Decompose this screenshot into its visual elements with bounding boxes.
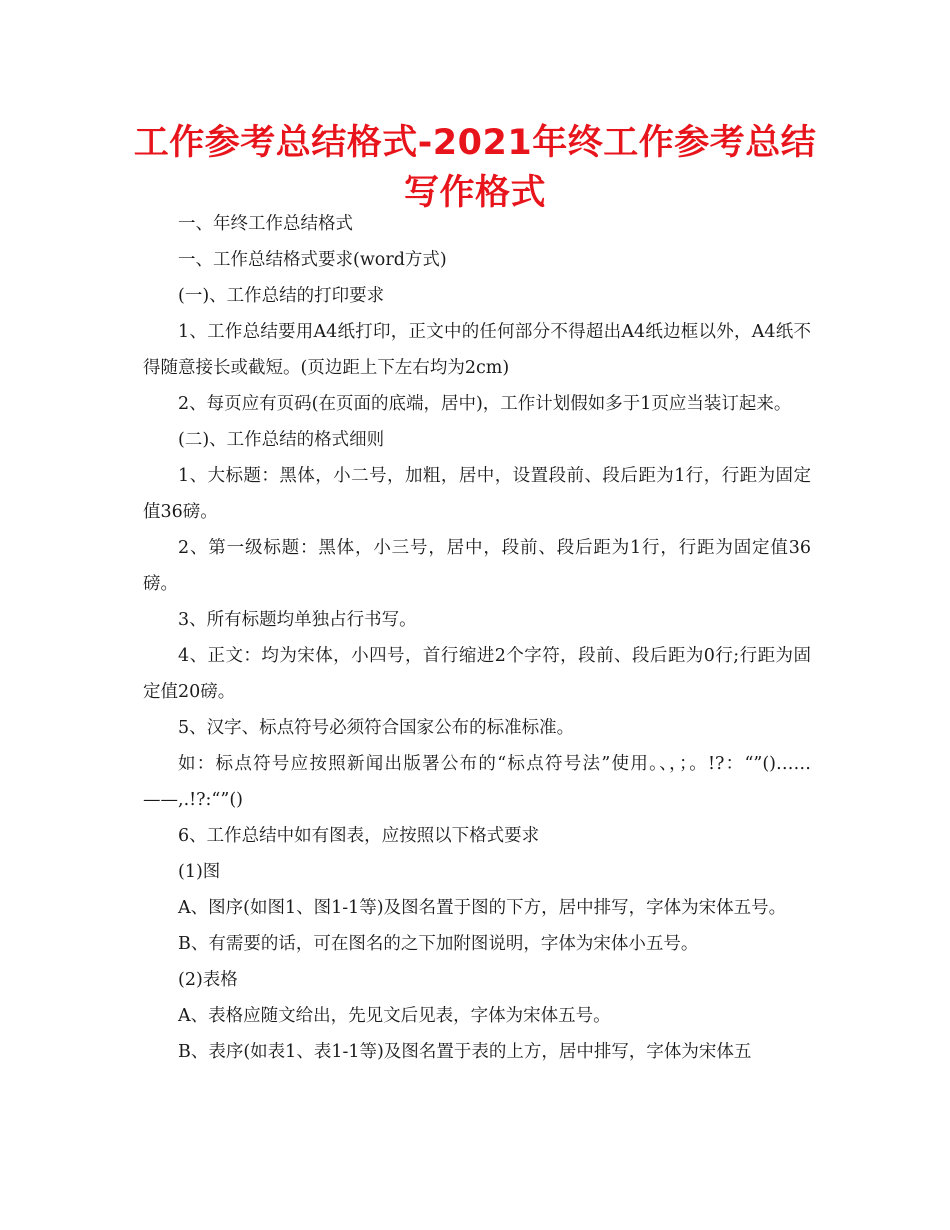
paragraph: B、表序(如表1、表1-1等)及图名置于表的上方，居中排写，字体为宋体五: [178, 1042, 752, 1062]
paragraph: 5、汉字、标点符号必须符合国家公布的标准标准。: [178, 718, 575, 738]
paragraph: (1)图: [178, 862, 221, 882]
paragraph: A、图序(如图1、图1-1等)及图名置于图的下方，居中排写，字体为宋体五号。: [178, 898, 787, 918]
paragraph: 一、年终工作总结格式: [178, 214, 353, 234]
paragraph: A、表格应随文给出，先见文后见表，字体为宋体五号。: [178, 1006, 611, 1026]
paragraph: 1、工作总结要用A4纸打印，正文中的任何部分不得超出A4纸边框以外，A4纸不得随意接长或截短。(页边距上下左右均为2cm): [143, 322, 811, 378]
paragraph: 3、所有标题均单独占行书写。: [178, 610, 417, 630]
paragraph: (2)表格: [178, 970, 238, 990]
paragraph: 6、工作总结中如有图表，应按照以下格式要求: [178, 826, 540, 846]
document-title: 工作参考总结格式-2021年终工作参考总结写作格式: [133, 123, 817, 213]
paragraph: 2、每页应有页码(在页面的底端，居中)，工作计划假如多于1页应当装订起来。: [178, 394, 792, 414]
document-body: [143, 206, 811, 1070]
paragraph: 1、大标题：黑体，小二号，加粗，居中，设置段前、段后距为1行，行距为固定值36磅。: [143, 466, 811, 522]
paragraph: 4、正文：均为宋体，小四号，首行缩进2个字符，段前、段后距为0行;行距为固定值20磅。: [143, 646, 811, 702]
paragraph: 如：标点符号应按照新闻出版署公布的“标点符号法”使用。、，；。!?：“”()……——,.!?:“”(): [143, 754, 811, 810]
paragraph: B、有需要的话，可在图名的之下加附图说明，字体为宋体小五号。: [178, 934, 699, 954]
paragraph: (二)、工作总结的格式细则: [178, 430, 385, 450]
paragraph: 一、工作总结格式要求(word方式): [178, 250, 447, 270]
paragraph: 2、第一级标题：黑体，小三号，居中，段前、段后距为1行，行距为固定值36磅。: [143, 538, 811, 594]
paragraph: (一)、工作总结的打印要求: [178, 286, 385, 306]
